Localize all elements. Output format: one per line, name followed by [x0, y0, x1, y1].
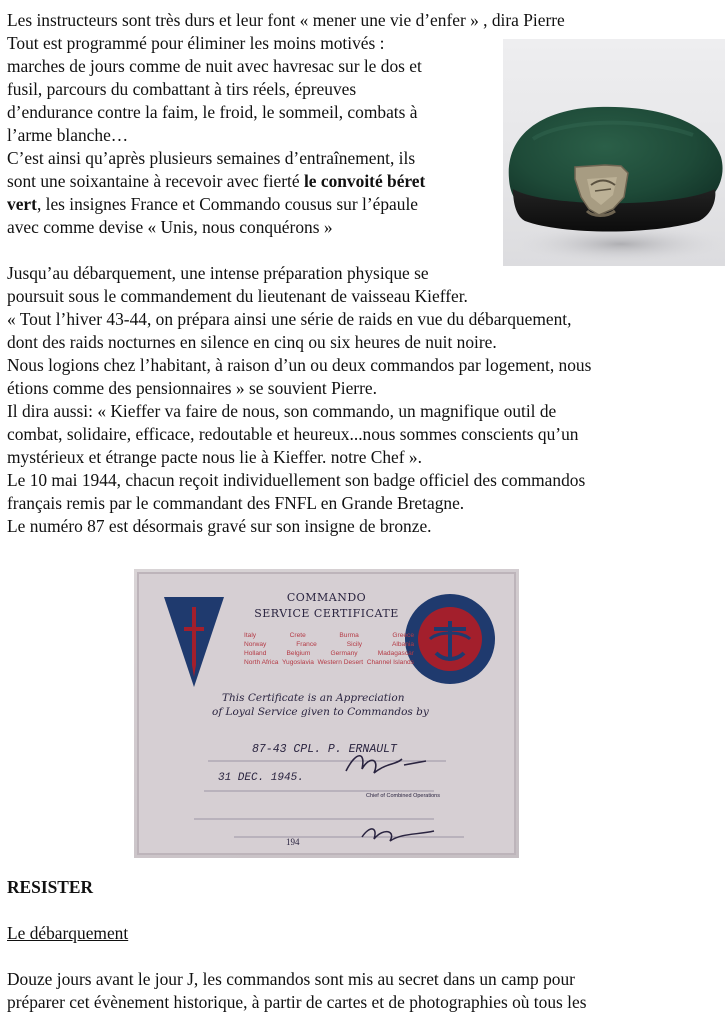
paragraph-line: d’endurance contre la faim, le froid, le sommeil, combats à: [7, 102, 418, 122]
campaign-place: Albania: [392, 641, 414, 648]
subsection-heading: Le débarquement: [7, 923, 129, 943]
certificate-title-2: SERVICE CERTIFICATE: [254, 607, 399, 620]
campaign-place: Greece: [392, 632, 414, 639]
paragraph-line: « Tout l’hiver 43-44, on prépara ainsi une série de raids en vue du débarquement,: [7, 309, 572, 329]
paragraph-line: l’arme blanche…: [7, 125, 129, 145]
campaign-place: Burma: [339, 632, 359, 639]
signatory-role: Chief of Combined Operations: [366, 793, 440, 799]
paragraph-line: Les instructeurs sont très durs et leur font « mener une vie d’enfer » , dira Pierre: [7, 10, 565, 30]
paragraph-line: fusil, parcours du combattant à tirs réels, épreuves: [7, 79, 357, 99]
paragraph-line: mystérieux et étrange pacte nous lie à Kieffer. notre Chef ».: [7, 447, 422, 467]
campaign-place: Norway: [244, 641, 267, 648]
paragraph-line: dont des raids nocturnes en silence en cinq ou six heures de nuit noire.: [7, 332, 497, 352]
campaign-places-row: [244, 649, 414, 658]
campaign-place: Channel Islands: [366, 659, 414, 666]
campaign-place: Belgium: [286, 650, 311, 657]
line-text: , les insignes France et Commando cousus sur l’épaule: [36, 194, 419, 214]
beret-illustration: [503, 39, 725, 266]
campaign-place: Crete: [289, 632, 306, 639]
paragraph-line: Le 10 mai 1944, chacun reçoit individuellement son badge officiel des commandos: [7, 470, 586, 490]
campaign-places-row: [244, 631, 414, 640]
campaign-place: Yugoslavia: [282, 659, 314, 666]
campaign-place: Madagascar: [377, 650, 414, 657]
campaign-place: Sicily: [346, 641, 363, 648]
paragraph-line: [7, 170, 425, 193]
paragraph-line: Tout est programmé pour éliminer les moins motivés :: [7, 33, 385, 53]
certificate-year: 194: [286, 837, 300, 847]
paragraph-line: Nous logions chez l’habitant, à raison d’un ou deux commandos par logement, nous: [7, 355, 592, 375]
campaign-place: Germany: [330, 650, 358, 657]
campaign-place: Holland: [244, 650, 267, 657]
campaign-places-row: [244, 658, 414, 667]
campaign-place: Western Desert: [317, 659, 364, 666]
beret-emphasis: le convoité béret: [303, 171, 426, 191]
paragraph-line: étions comme des pensionnaires » se souvient Pierre.: [7, 378, 377, 398]
line-text: sont une soixantaine à recevoir avec fierté: [7, 171, 304, 191]
paragraph-line: français remis par le commandant des FNFL en Grande Bretagne.: [7, 493, 465, 513]
paragraph-line: Il dira aussi: « Kieffer va faire de nous, son commando, un magnifique outil de: [7, 401, 557, 421]
paragraph-line: combat, solidaire, efficace, redoutable et heureux...nous sommes conscients qu’un: [7, 424, 579, 444]
campaign-place: North Africa: [244, 659, 279, 666]
beret-emphasis: vert: [7, 194, 37, 214]
soldier-name: 87-43 CPL. P. ERNAULT: [252, 743, 397, 756]
paragraph-line: [7, 193, 418, 216]
certificate-text-2: of Loyal Service given to Commandos by: [212, 706, 429, 718]
paragraph-line: C’est ainsi qu’après plusieurs semaines d’entraînement, ils: [7, 148, 416, 168]
paragraph-line: Le numéro 87 est désormais gravé sur son insigne de bronze.: [7, 516, 432, 536]
paragraph-line: poursuit sous le commandement du lieutenant de vaisseau Kieffer.: [7, 286, 468, 306]
campaign-places-row: [244, 640, 414, 649]
section-heading: RESISTER: [7, 877, 94, 897]
paragraph-line: marches de jours comme de nuit avec havresac sur le dos et: [7, 56, 422, 76]
paragraph-line: Jusqu’au débarquement, une intense préparation physique se: [7, 263, 429, 283]
campaign-place: Italy: [244, 632, 257, 639]
campaign-places-list: [244, 631, 414, 667]
certificate-text-1: This Certificate is an Appreciation: [222, 692, 405, 704]
certificate-date: 31 DEC. 1945.: [218, 772, 304, 784]
paragraph-line: préparer cet évènement historique, à partir de cartes et de photographies où tous les: [7, 992, 587, 1012]
certificate-title-1: COMMANDO: [286, 591, 367, 604]
paragraph-line: Douze jours avant le jour J, les commandos sont mis au secret dans un camp pour: [7, 969, 575, 989]
certificate-photo: [134, 569, 519, 858]
beret-photo: [503, 39, 725, 266]
paragraph-line: avec comme devise « Unis, nous conquérons »: [7, 217, 333, 237]
campaign-place: France: [296, 641, 317, 648]
